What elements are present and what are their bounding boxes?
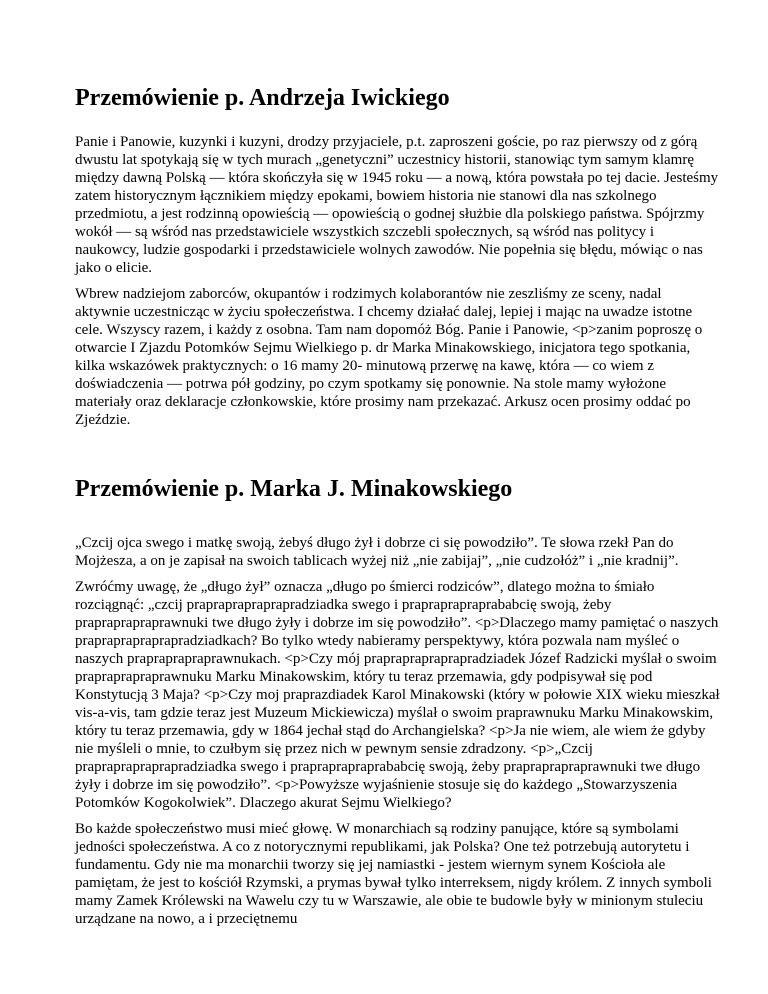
speech-section-iwicki <box>75 0 720 429</box>
section-heading: Przemówienie p. Marka J. Minakowskiego <box>75 476 513 502</box>
paragraph: Zwróćmy uwagę, że „długo żył” oznacza „długo po śmierci rodziców”, dlatego można to śmiało rozciągnąć: „czcij prapraprapraprapradziadka swego i prapraprapraprababcię swoją, żeby prapraprapraprawnuki twe długo żyły i dobrze im się powodziło”. <p>Dlaczego mamy pamiętać o naszych prapraprapraprapradziadkach? Bo tylko wtedy nabieramy perspektywy, która pozwala nam myśleć o naszych prapraprapraprawnukach. <p>Czy mój prapraprapraprapradziadek Józef Radzicki myślał o swoim prapraprapraprawnuku Marku Minakowskim, który tu teraz przemawia, gdy podpisywał się pod Konstytucją 3 Maja? <p>Czy moj praprazdiadek Karol Minakowski (który w połowie XIX wieku mieszkał vis-a-vis, tam gdzie teraz jest Muzeum Mickiewicza) myślał o swoim praprawnuku Marku Minakowskim, który tu teraz przemawia, gdy w 1864 jechał stąd do Archangielska? <p>Ja nie wiem, ale wiem że gdyby nie myśleli o mnie, to czułbym się przez nich w pewnym sensie zdradzony. <p>„Czcij prapraprapraprapradziadka swego i prapraprapraprababcię swoją, żeby prapraprapraprawnuki twe długo żyły i dobrze im się powodziło”. <p>Powyższe wyjaśnienie stosuje się do każdego „Stowarzyszenia Potomków Kogokolwiek”. Dlaczego akurat Sejmu Wielkiego? <box>75 579 720 811</box>
paragraph: Wbrew nadziejom zaborców, okupantów i rodzimych kolaborantów nie zeszliśmy ze sceny, nadal aktywnie uczestnicząc w życiu społeczeństwa. I chcemy działać dalej, lepiej i mając na uwadze istotne cele. Wszyscy razem, i każdy z osobna. Tam nam dopomóż Bóg. Panie i Panowie, <p>zanim poproszę o otwarcie I Zjazdu Potomków Sejmu Wielkiego p. dr Marka Minakowskiego, inicjatora tego spotkania, kilka wskazówek praktycznych: o 16 mamy 20- minutową przerwę na kawę, która — co wiem z doświadczenia — potrwa pół godziny, po czym spotkamy się ponownie. Na stole mamy wyłożone materiały oraz deklaracje członkowskie, które prosimy nam przekazać. Arkusz ocen prosimy oddać po Zjeździe. <box>75 286 703 428</box>
paragraph: Panie i Panowie, kuzynki i kuzyni, drodzy przyjaciele, p.t. zaproszeni goście, po raz pierwszy od z górą dwustu lat spotykają się w tych murach „genetyczni” uczestnicy historii, stanowiąc tym samym klamrę między dawną Polską — która skończyła się w 1945 roku — a nową, która powstała po tej dacie. Jesteśmy zatem historycznym łącznikiem między epokami, bowiem historia nie stanowi dla nas szkolnego przedmiotu, a jest rodzinną opowieścią — opowieścią o godnej służbie dla polskiego państwa. Spójrzmy wokół — są wśród nas przedstawiciele wszystkich szczebli społecznych, są wśród nas politycy i naukowcy, ludzie gospodarki i przedstawiciele wolnych zawodów. Nie popełnia się błędu, mówiąc o nas jako o elicie. <box>75 134 719 276</box>
speech-section-minakowski <box>75 429 720 928</box>
section-heading: Przemówienie p. Andrzeja Iwickiego <box>75 85 450 111</box>
paragraph: „Czcij ojca swego i matkę swoją, żebyś długo żył i dobrze ci się powodziło”. Te słowa rzekł Pan do Mojżesza, a on je zapisał na swoich tablicach wyżej niż „nie zabijaj”, „nie cudzołóż” i „nie kradnij”. <box>75 535 679 569</box>
paragraph: Bo każde społeczeństwo musi mieć głowę. W monarchiach są rodziny panujące, które są symbolami jedności społeczeństwa. A co z notorycznymi republikami, jak Polska? One też potrzebują autorytetu i fundamentu. Gdy nie ma monarchii tworzy się jej namiastki - jestem wiernym synem Kościoła ale pamiętam, że jest to kościół Rzymski, a prymas bywał tylko interreksem, nigdy królem. Z innych symboli mamy Zamek Królewski na Wawelu czy tu w Warszawie, ale obie te budowle były w minionym stuleciu urządzane na nowo, a i przeciętnemu <box>75 821 712 927</box>
